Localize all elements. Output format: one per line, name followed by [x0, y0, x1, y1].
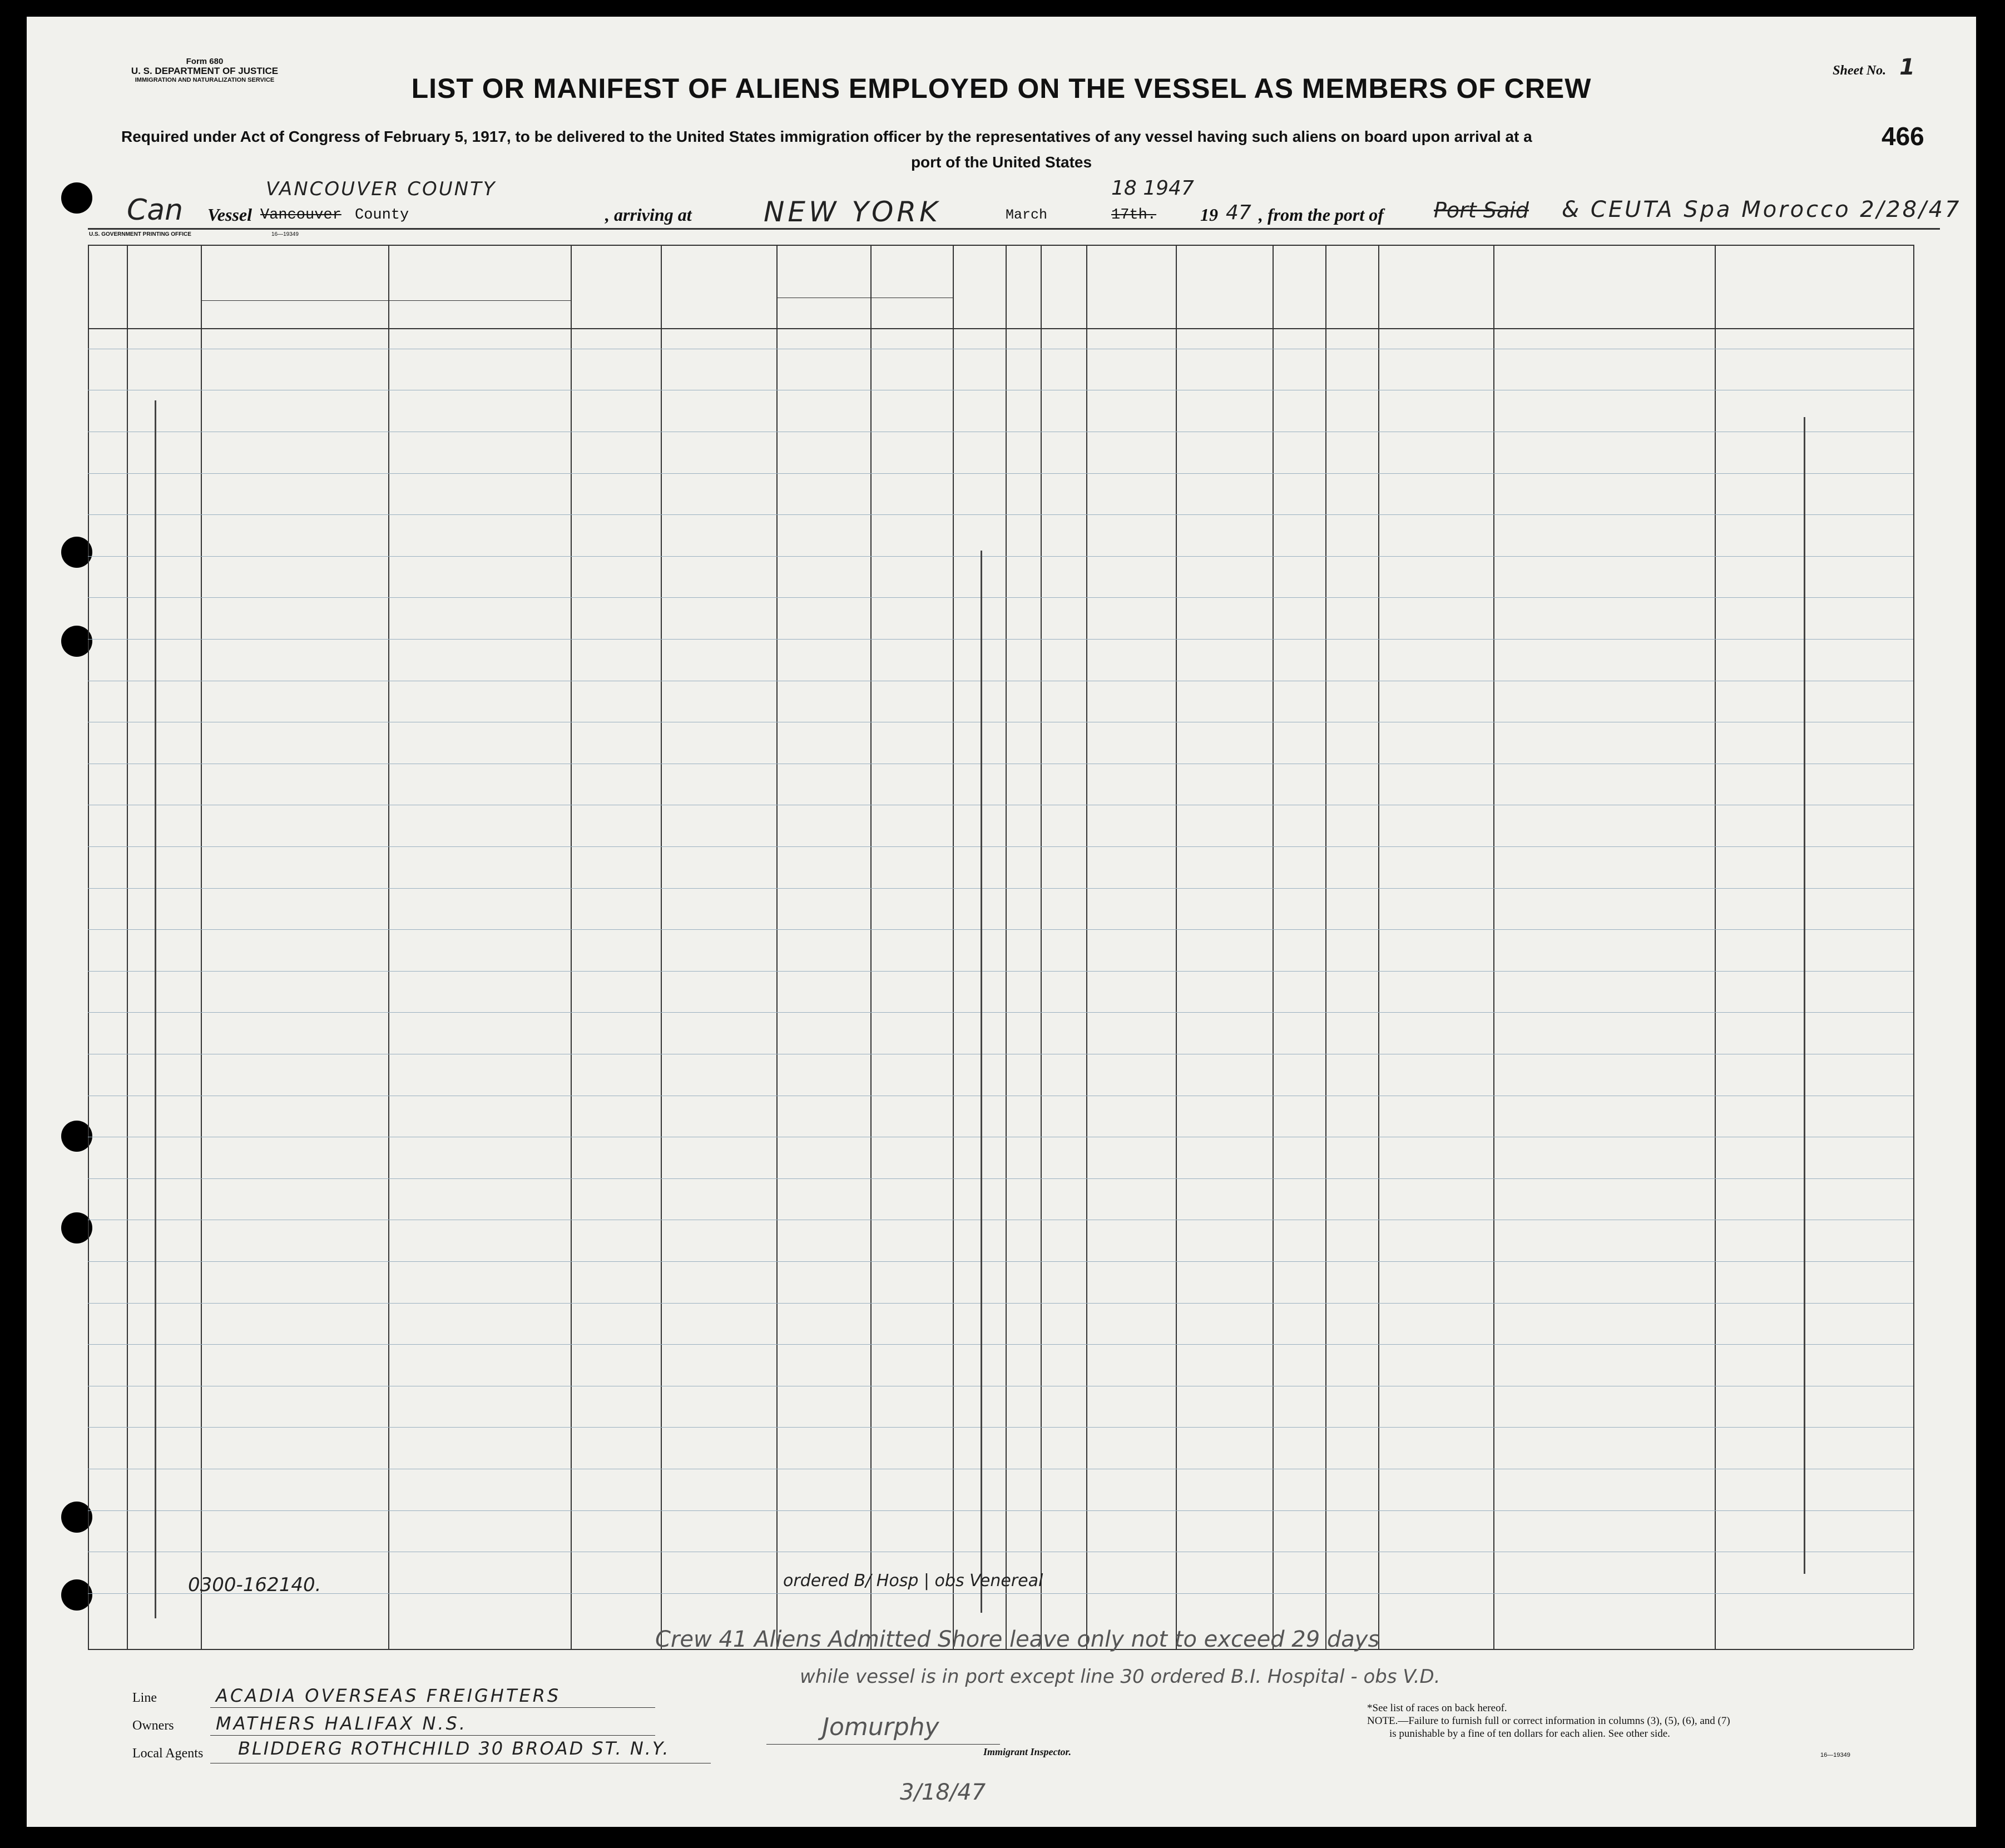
- footer-notes: [1367, 1702, 1912, 1740]
- arrival-month: March: [1006, 207, 1048, 223]
- row-rule: [88, 597, 1913, 598]
- year-prefix: 19: [1200, 205, 1218, 225]
- footer-code: 16—19349: [1820, 1752, 1850, 1758]
- crew-note-1: Crew 41 Aliens Admitted Shore leave only not to exceed 29 days: [655, 1627, 1380, 1652]
- footer-note-1: *See list of races on back hereof.: [1367, 1702, 1507, 1714]
- form-number: Form 680: [186, 57, 224, 66]
- column-rule: [776, 245, 778, 1649]
- from-label: , from the port of: [1259, 205, 1384, 225]
- row29-note: ordered B/ Hosp | obs Venereal: [783, 1571, 1043, 1591]
- inspector-signature: Jomurphy: [822, 1713, 939, 1741]
- name-subhead-rule: [201, 300, 571, 301]
- sheet-value: 1: [1899, 55, 1915, 80]
- column-rule: [88, 245, 89, 1649]
- row-rule: [88, 1427, 1913, 1428]
- row-rule: [88, 1303, 1913, 1304]
- column-rule: [1273, 245, 1274, 1649]
- agents-label: Local Agents: [132, 1746, 204, 1761]
- inspector-label: Immigrant Inspector.: [983, 1746, 1072, 1757]
- row-rule: [88, 929, 1913, 930]
- vessel-line: [127, 177, 1962, 234]
- line-label: Line: [132, 1691, 157, 1705]
- department: U. S. DEPARTMENT OF JUSTICE: [131, 66, 279, 76]
- column-rule: [953, 245, 954, 1649]
- ditto-stroke: [155, 400, 156, 1618]
- punch-hole: [61, 182, 92, 214]
- row-rule: [88, 1178, 1913, 1179]
- row-rule: [88, 1593, 1913, 1594]
- arrival-day-hand: 18 1947: [1111, 177, 1194, 200]
- column-rule: [571, 245, 572, 1649]
- from-port-hand: & CEUTA Spa Morocco 2/28/47: [1562, 197, 1962, 222]
- table-top-rule: [88, 245, 1913, 246]
- requirement-line-2: port of the United States: [910, 153, 1092, 171]
- row-rule: [88, 639, 1913, 640]
- row-rule: [88, 556, 1913, 557]
- column-rule: [1325, 245, 1326, 1649]
- column-rule: [201, 245, 202, 1649]
- signature-rule: [766, 1744, 1000, 1745]
- footer-note-3: is punishable by a fine of ten dollars for each alien. See other side.: [1389, 1728, 1670, 1740]
- row-rule: [88, 1344, 1913, 1345]
- ditto-stroke: [1804, 417, 1805, 1574]
- column-rule: [1715, 245, 1716, 1649]
- vessel-hand: VANCOUVER COUNTY: [266, 178, 497, 200]
- row-rule: [88, 971, 1913, 972]
- row29-code: 0300-162140.: [188, 1574, 321, 1596]
- ditto-stroke: [981, 551, 982, 1613]
- row-rule: [88, 514, 1913, 515]
- line-value: ACADIA OVERSEAS FREIGHTERS: [216, 1685, 561, 1706]
- requirement-line: Required under Act of Congress of February 5, 1917, to be delivered to the United States immigration officer by the representatives of any vessel having such aliens on board upon arrival at a: [121, 128, 1532, 145]
- table-header-rule: [88, 328, 1913, 329]
- column-rule: [1041, 245, 1042, 1649]
- from-port-struck: Port Said: [1434, 198, 1529, 222]
- printing-code: 16—19349: [271, 231, 299, 237]
- vessel-typed-struck: Vancouver: [260, 207, 341, 224]
- column-rule: [1378, 245, 1379, 1649]
- row-rule: [88, 888, 1913, 889]
- column-rule: [127, 245, 128, 1649]
- vessel-line-rule: [88, 228, 1940, 230]
- footer-note-2: NOTE.—Failure to furnish full or correct information in columns (3), (5), (6), and (7): [1367, 1715, 1730, 1727]
- vessel-typed: County: [355, 207, 409, 224]
- sheet-label: Sheet No.: [1833, 63, 1887, 78]
- column-rule: [1086, 245, 1087, 1649]
- line-rule: [210, 1707, 655, 1708]
- service-name: IMMIGRATION AND NATURALIZATION SERVICE: [135, 77, 275, 83]
- manifest-sheet: [27, 17, 1976, 1827]
- requirement-text: [121, 128, 1879, 146]
- row-rule: [88, 1261, 1913, 1262]
- stamp-number: 466: [1882, 122, 1924, 151]
- column-rule: [1006, 245, 1007, 1649]
- printing-office: U.S. GOVERNMENT PRINTING OFFICE: [89, 231, 191, 237]
- crew-note-2: while vessel is in port except line 30 ordered B.I. Hospital - obs V.D.: [800, 1666, 1440, 1688]
- owners-value: MATHERS HALIFAX N.S.: [216, 1713, 468, 1734]
- owners-rule: [210, 1735, 655, 1736]
- row-rule: [88, 1012, 1913, 1013]
- vessel-prefix: Can: [127, 194, 184, 227]
- column-rule: [388, 245, 389, 1649]
- year-hand: 47: [1226, 201, 1251, 224]
- arriving-label: , arriving at: [605, 205, 692, 225]
- column-rule: [1176, 245, 1177, 1649]
- signature-date: 3/18/47: [900, 1780, 986, 1805]
- column-rule: [661, 245, 662, 1649]
- arrival-port: NEW YORK: [764, 196, 941, 228]
- row-rule: [88, 473, 1913, 474]
- column-rule: [1913, 245, 1914, 1649]
- page-title: LIST OR MANIFEST OF ALIENS EMPLOYED ON THE VESSEL AS MEMBERS OF CREW: [411, 73, 1592, 104]
- vessel-label: Vessel: [207, 205, 252, 225]
- row-rule: [88, 1510, 1913, 1511]
- column-rule: [870, 245, 872, 1649]
- column-rule: [1493, 245, 1494, 1649]
- owners-label: Owners: [132, 1718, 174, 1733]
- agents-value: BLIDDERG ROTHCHILD 30 BROAD ST. N.Y.: [238, 1738, 670, 1759]
- arrival-day-struck: 17th.: [1111, 207, 1157, 224]
- row-rule: [88, 846, 1913, 847]
